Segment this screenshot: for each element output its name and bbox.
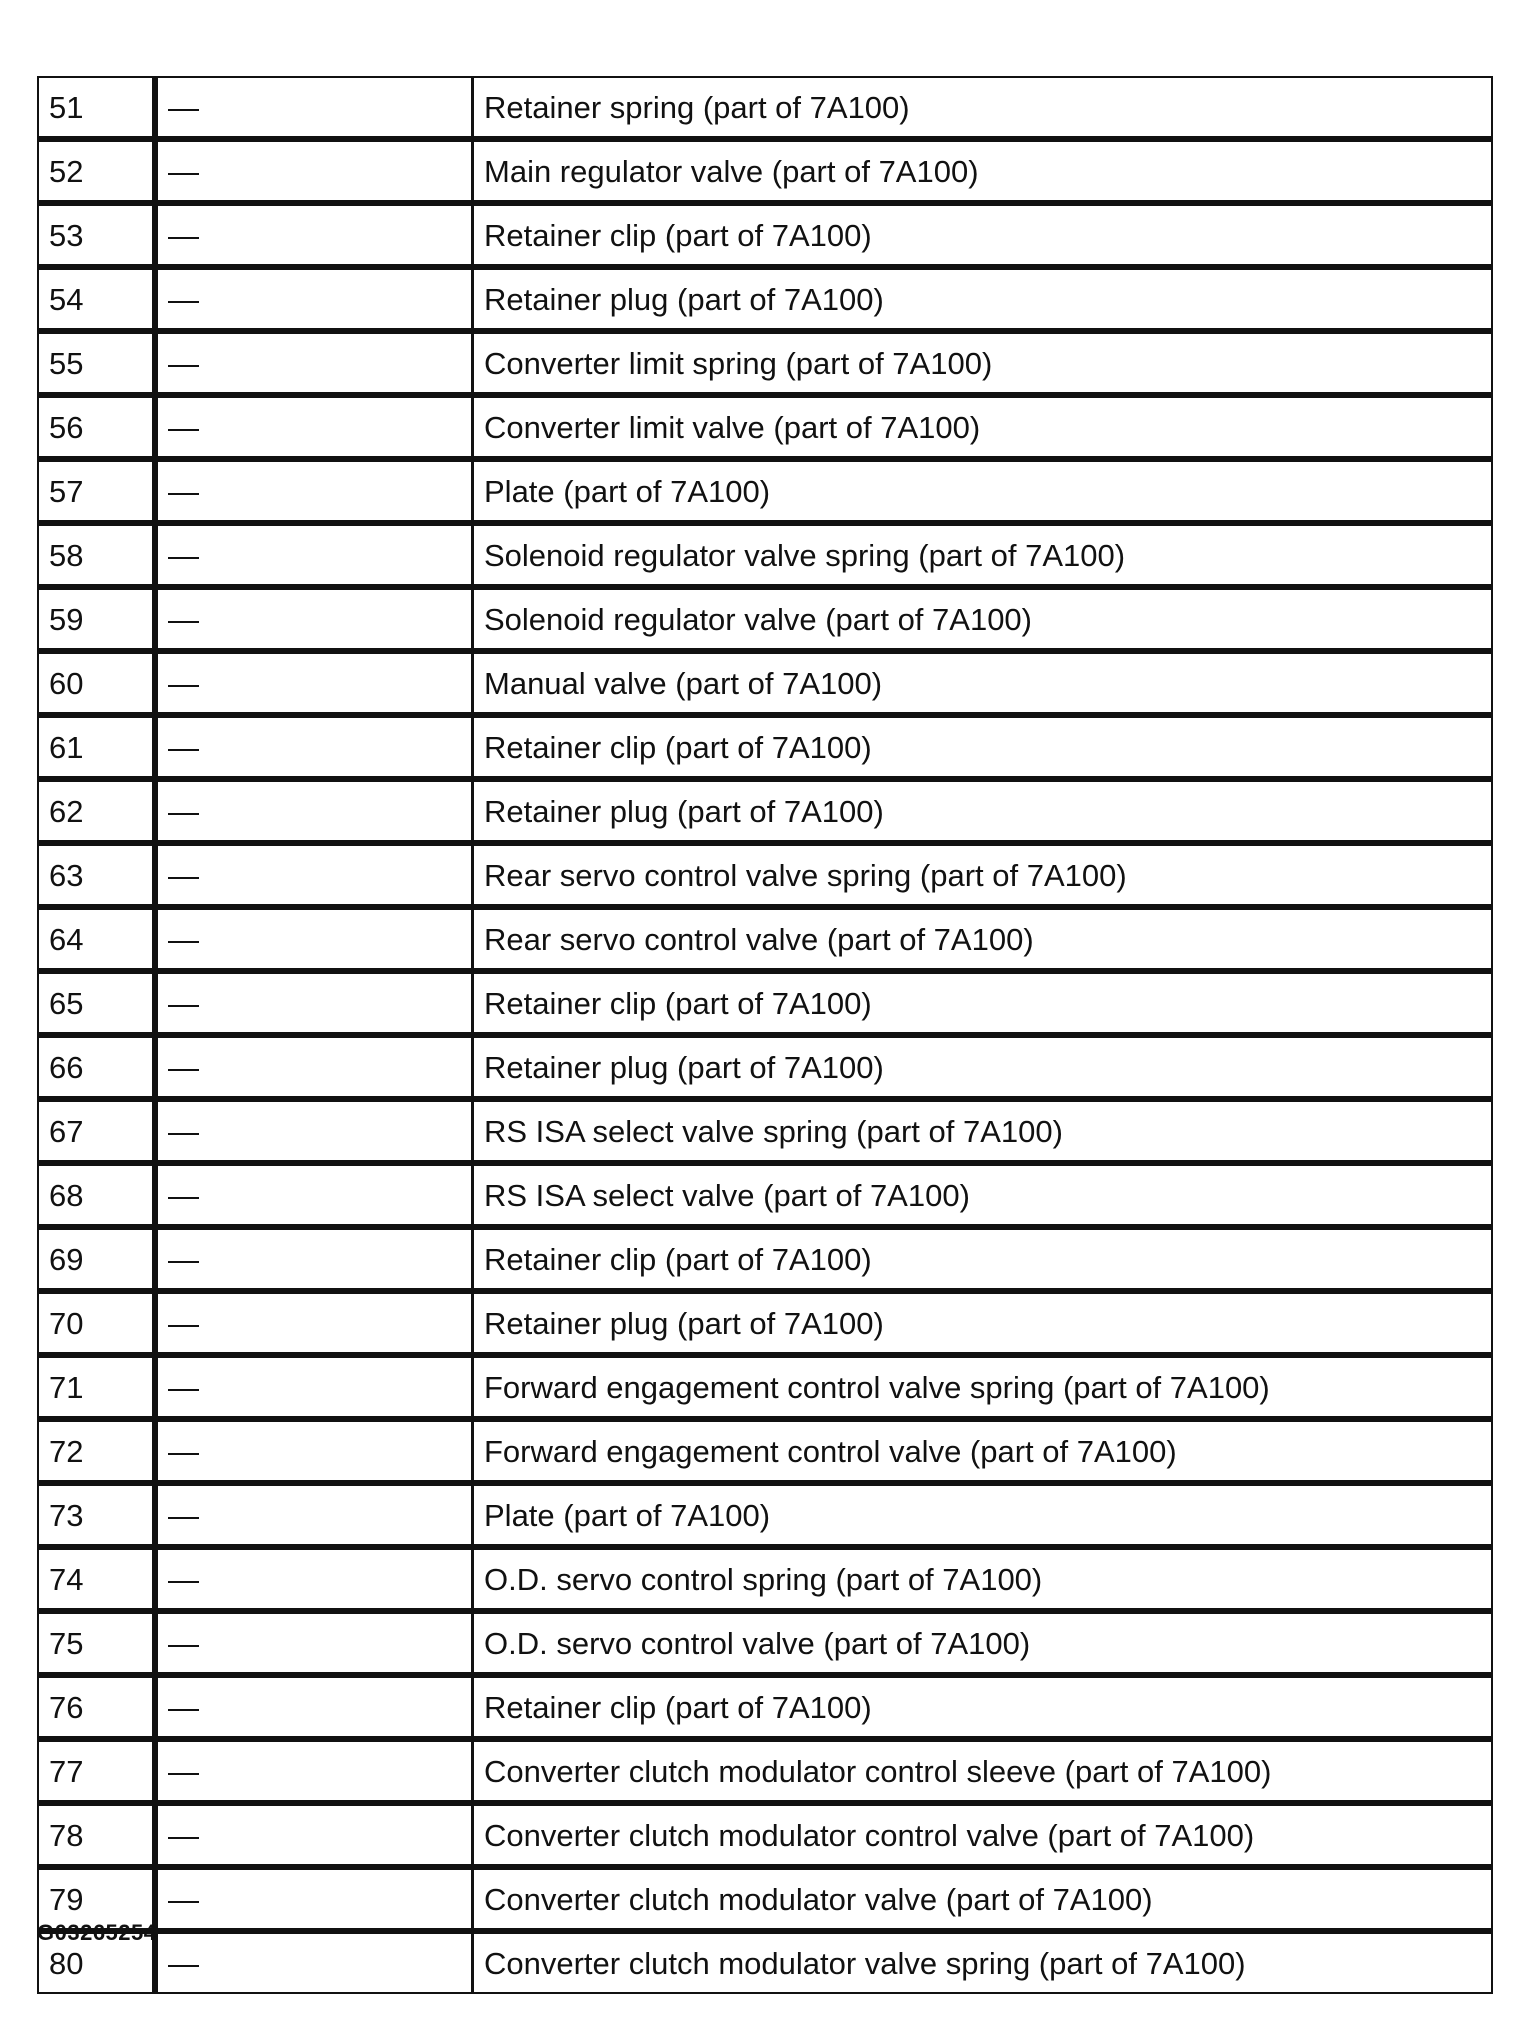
item-number-cell: 73 [38, 1483, 155, 1547]
part-number-cell: — [155, 587, 473, 651]
part-number-cell: — [155, 1611, 473, 1675]
parts-table [37, 76, 1493, 1994]
table-row [38, 1227, 1492, 1291]
part-number-cell: — [155, 1739, 473, 1803]
description-cell: Retainer plug (part of 7A100) [473, 779, 1493, 843]
item-number-cell: 53 [38, 203, 155, 267]
part-number-cell: — [155, 971, 473, 1035]
description-cell: Solenoid regulator valve spring (part of 7A100) [473, 523, 1493, 587]
item-number-cell: 61 [38, 715, 155, 779]
part-number-cell: — [155, 395, 473, 459]
part-number-cell: — [155, 1419, 473, 1483]
table-row [38, 1419, 1492, 1483]
item-number-cell: 66 [38, 1035, 155, 1099]
description-cell: Converter clutch modulator control sleeve (part of 7A100) [473, 1739, 1493, 1803]
part-number-cell: — [155, 1675, 473, 1739]
item-number-cell: 75 [38, 1611, 155, 1675]
item-number-cell: 71 [38, 1355, 155, 1419]
description-cell: O.D. servo control spring (part of 7A100) [473, 1547, 1493, 1611]
part-number-cell: — [155, 1099, 473, 1163]
table-row [38, 77, 1492, 139]
table-row [38, 843, 1492, 907]
item-number-cell: 70 [38, 1291, 155, 1355]
part-number-cell: — [155, 1355, 473, 1419]
table-row [38, 203, 1492, 267]
description-cell: Converter clutch modulator control valve (part of 7A100) [473, 1803, 1493, 1867]
description-cell: Retainer clip (part of 7A100) [473, 715, 1493, 779]
table-row [38, 779, 1492, 843]
table-row [38, 1611, 1492, 1675]
table-row [38, 331, 1492, 395]
table-row [38, 139, 1492, 203]
item-number-cell: 57 [38, 459, 155, 523]
description-cell: O.D. servo control valve (part of 7A100) [473, 1611, 1493, 1675]
part-number-cell: — [155, 331, 473, 395]
part-number-cell: — [155, 1227, 473, 1291]
table-row [38, 1355, 1492, 1419]
part-number-cell: — [155, 1931, 473, 1993]
part-number-cell: — [155, 77, 473, 139]
table-row [38, 1867, 1492, 1931]
part-number-cell: — [155, 651, 473, 715]
description-cell: Converter limit valve (part of 7A100) [473, 395, 1493, 459]
description-cell: Rear servo control valve (part of 7A100) [473, 907, 1493, 971]
description-cell: Retainer spring (part of 7A100) [473, 77, 1493, 139]
description-cell: Converter clutch modulator valve (part of 7A100) [473, 1867, 1493, 1931]
part-number-cell: — [155, 1035, 473, 1099]
item-number-cell: 67 [38, 1099, 155, 1163]
description-cell: Forward engagement control valve spring (part of 7A100) [473, 1355, 1493, 1419]
part-number-cell: — [155, 715, 473, 779]
description-cell: Retainer plug (part of 7A100) [473, 1035, 1493, 1099]
part-number-cell: — [155, 779, 473, 843]
table-row [38, 1099, 1492, 1163]
item-number-cell: 78 [38, 1803, 155, 1867]
part-number-cell: — [155, 459, 473, 523]
part-number-cell: — [155, 1547, 473, 1611]
table-row [38, 1931, 1492, 1993]
table-row [38, 267, 1492, 331]
item-number-cell: 59 [38, 587, 155, 651]
description-cell: Retainer plug (part of 7A100) [473, 1291, 1493, 1355]
table-row [38, 1291, 1492, 1355]
table-row [38, 1675, 1492, 1739]
item-number-cell: 65 [38, 971, 155, 1035]
part-number-cell: — [155, 203, 473, 267]
part-number-cell: — [155, 267, 473, 331]
description-cell: Plate (part of 7A100) [473, 459, 1493, 523]
table-row [38, 715, 1492, 779]
description-cell: Retainer clip (part of 7A100) [473, 1675, 1493, 1739]
description-cell: Retainer clip (part of 7A100) [473, 1227, 1493, 1291]
description-cell: Retainer clip (part of 7A100) [473, 203, 1493, 267]
description-cell: Solenoid regulator valve (part of 7A100) [473, 587, 1493, 651]
table-row [38, 1483, 1492, 1547]
part-number-cell: — [155, 907, 473, 971]
table-row [38, 971, 1492, 1035]
table-row [38, 1803, 1492, 1867]
table-row [38, 1035, 1492, 1099]
item-number-cell: 55 [38, 331, 155, 395]
description-cell: RS ISA select valve spring (part of 7A100) [473, 1099, 1493, 1163]
part-number-cell: — [155, 523, 473, 587]
part-number-cell: — [155, 1803, 473, 1867]
table-row [38, 651, 1492, 715]
part-number-cell: — [155, 1163, 473, 1227]
table-row [38, 587, 1492, 651]
description-cell: Manual valve (part of 7A100) [473, 651, 1493, 715]
item-number-cell: 54 [38, 267, 155, 331]
item-number-cell: 62 [38, 779, 155, 843]
item-number-cell: 60 [38, 651, 155, 715]
parts-table-body [38, 77, 1492, 1993]
item-number-cell: 76 [38, 1675, 155, 1739]
part-number-cell: — [155, 1291, 473, 1355]
item-number-cell: 80 [38, 1931, 155, 1993]
item-number-cell: 72 [38, 1419, 155, 1483]
part-number-cell: — [155, 843, 473, 907]
part-number-cell: — [155, 1867, 473, 1931]
description-cell: Main regulator valve (part of 7A100) [473, 139, 1493, 203]
part-number-cell: — [155, 139, 473, 203]
description-cell: Forward engagement control valve (part of 7A100) [473, 1419, 1493, 1483]
table-row [38, 1163, 1492, 1227]
item-number-cell: 68 [38, 1163, 155, 1227]
description-cell: Converter limit spring (part of 7A100) [473, 331, 1493, 395]
item-number-cell: 63 [38, 843, 155, 907]
description-cell: RS ISA select valve (part of 7A100) [473, 1163, 1493, 1227]
item-number-cell: 77 [38, 1739, 155, 1803]
table-row [38, 907, 1492, 971]
description-cell: Retainer clip (part of 7A100) [473, 971, 1493, 1035]
description-cell: Converter clutch modulator valve spring (part of 7A100) [473, 1931, 1493, 1993]
item-number-cell: 74 [38, 1547, 155, 1611]
description-cell: Plate (part of 7A100) [473, 1483, 1493, 1547]
part-number-cell: — [155, 1483, 473, 1547]
table-row [38, 1547, 1492, 1611]
figure-code: G03265254 [37, 1920, 157, 1945]
table-row [38, 459, 1492, 523]
item-number-cell: 79 [38, 1867, 155, 1931]
description-cell: Rear servo control valve spring (part of 7A100) [473, 843, 1493, 907]
table-row [38, 395, 1492, 459]
item-number-cell: 52 [38, 139, 155, 203]
item-number-cell: 51 [38, 77, 155, 139]
item-number-cell: 56 [38, 395, 155, 459]
item-number-cell: 69 [38, 1227, 155, 1291]
item-number-cell: 64 [38, 907, 155, 971]
table-row [38, 523, 1492, 587]
table-row [38, 1739, 1492, 1803]
description-cell: Retainer plug (part of 7A100) [473, 267, 1493, 331]
item-number-cell: 58 [38, 523, 155, 587]
